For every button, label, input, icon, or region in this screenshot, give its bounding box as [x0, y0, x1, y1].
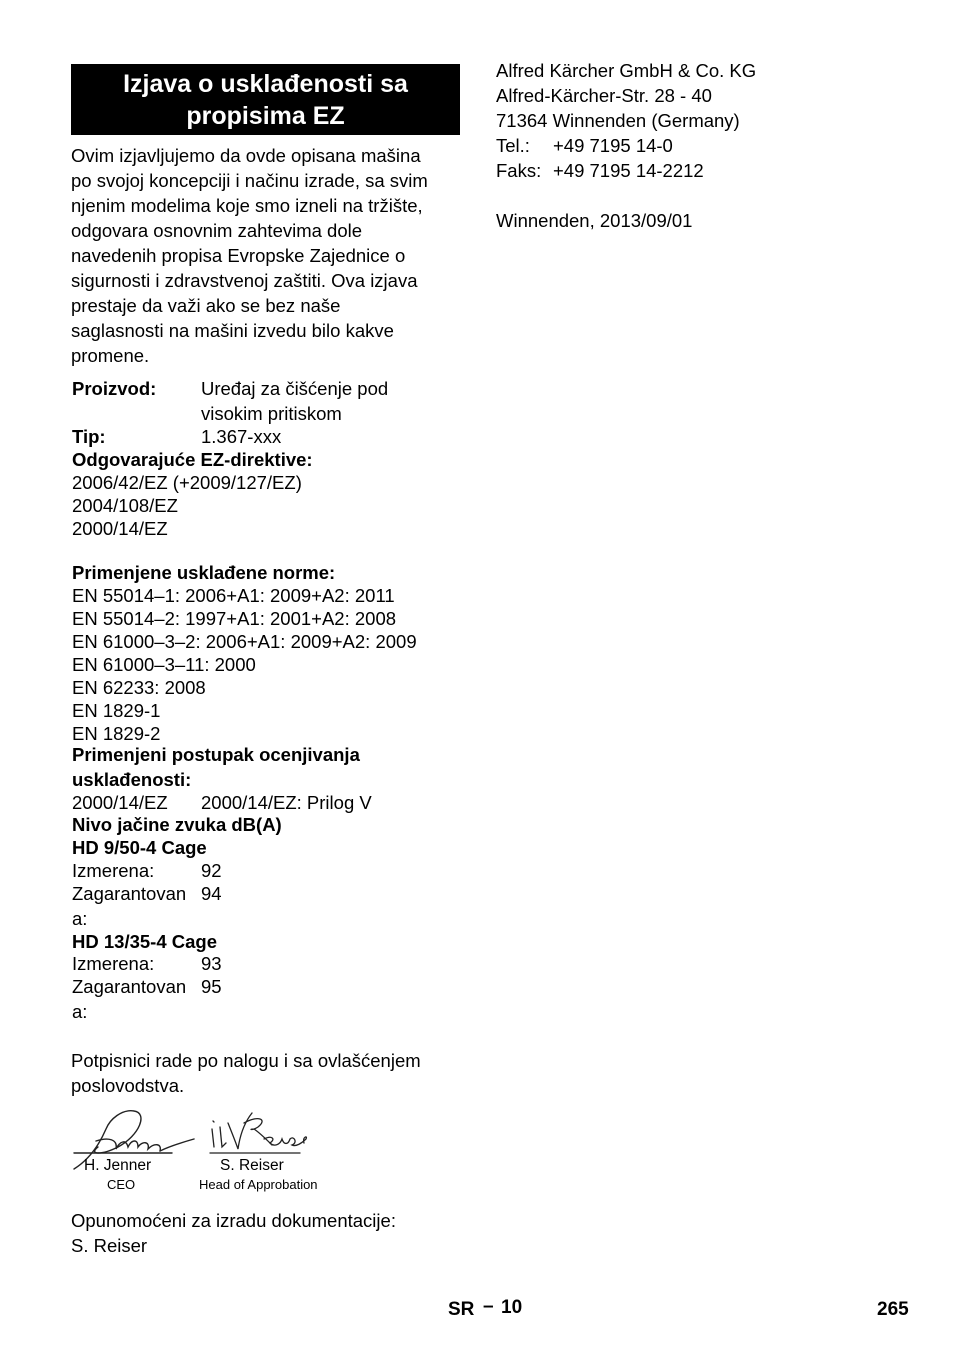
- company-address: [496, 58, 756, 183]
- measured-label: Izmerena:: [72, 860, 155, 881]
- measured-label: Izmerena:: [72, 953, 155, 974]
- footer-section-page: 10: [501, 1297, 523, 1318]
- directive-item: 2004/108/EZ: [72, 495, 178, 516]
- signatory-name-reiser: S. Reiser: [220, 1157, 284, 1174]
- norms-section: [72, 561, 417, 745]
- norm-item: EN 62233: 2008: [72, 677, 206, 698]
- guaranteed-label: Zagarantovan: [72, 976, 187, 997]
- signatories-text: [71, 1048, 421, 1098]
- intro-line: po svojoj koncepciji i načinu izrade, sa svim: [71, 170, 428, 191]
- footer-language: SR: [448, 1299, 475, 1320]
- norm-item: EN 61000–3–2: 2006+A1: 2009+A2: 2009: [72, 631, 417, 652]
- model-name: HD 13/35-4 Cage: [72, 931, 217, 952]
- measured-value: 92: [201, 860, 222, 881]
- guaranteed-value: 94: [201, 883, 222, 904]
- documentation-line: Opunomoćeni za izradu dokumentacije:: [71, 1210, 396, 1231]
- fax-label: Faks:: [496, 160, 542, 181]
- title-line-2: propisima EZ: [186, 101, 345, 130]
- fax-number: +49 7195 14-2212: [553, 160, 704, 181]
- company-line: 71364 Winnenden (Germany): [496, 110, 740, 131]
- sound-heading: Nivo jačine zvuka dB(A): [72, 814, 282, 835]
- footer-page-number: 265: [877, 1299, 909, 1320]
- product-value: [201, 376, 388, 426]
- guaranteed-label-suffix: a:: [72, 908, 88, 929]
- type-value: 1.367-xxx: [201, 426, 282, 447]
- product-label: Proizvod:: [72, 378, 157, 399]
- norms-heading: Primenjene usklađene norme:: [72, 562, 336, 583]
- place-date: Winnenden, 2013/09/01: [496, 210, 693, 231]
- norm-item: EN 55014–2: 1997+A1: 2001+A2: 2008: [72, 608, 397, 629]
- conformity-heading-line-1: Primenjeni postupak ocenjivanja: [72, 744, 360, 765]
- norm-item: EN 61000–3–11: 2000: [72, 654, 256, 675]
- directive-item: 2000/14/EZ: [72, 518, 168, 539]
- company-line: Alfred Kärcher GmbH & Co. KG: [496, 60, 757, 81]
- signatory-role-jenner: CEO: [107, 1177, 136, 1192]
- company-line: Alfred-Kärcher-Str. 28 - 40: [496, 85, 712, 106]
- title-line-1: Izjava o usklađenosti sa: [123, 69, 408, 98]
- guaranteed-value: 95: [201, 976, 222, 997]
- type-label: Tip:: [72, 426, 106, 447]
- footer-dash: –: [483, 1296, 494, 1317]
- product-value-line: visokim pritiskom: [201, 403, 342, 424]
- company-tel: [496, 133, 756, 158]
- measured-value: 93: [201, 953, 222, 974]
- intro-line: prestaje da važi ako se bez naše: [71, 295, 341, 316]
- directive-item: 2006/42/EZ (+2009/127/EZ): [72, 472, 302, 493]
- directives-section: [72, 448, 313, 540]
- signatory-name-jenner: H. Jenner: [84, 1157, 152, 1174]
- norm-item: EN 55014–1: 2006+A1: 2009+A2: 2011: [72, 585, 395, 606]
- documentation-line: S. Reiser: [71, 1235, 148, 1256]
- model-name: HD 9/50-4 Cage: [72, 837, 207, 858]
- signatories-text-line: poslovodstva.: [71, 1075, 185, 1096]
- tel-number: +49 7195 14-0: [553, 135, 673, 156]
- documentation-authority: [71, 1208, 396, 1258]
- norm-item: EN 1829-1: [72, 700, 161, 721]
- signatory-role-reiser: Head of Approbation: [199, 1177, 318, 1192]
- directives-heading: Odgovarajuće EZ-direktive:: [72, 449, 313, 470]
- tel-label: Tel.:: [496, 135, 530, 156]
- signature-reiser: [210, 1113, 306, 1153]
- intro-line: navedenih propisa Evropske Zajednice o: [71, 245, 406, 266]
- intro-line: sigurnosti i zdravstvenoj zaštiti. Ova izjava: [71, 270, 418, 291]
- guaranteed-label-suffix: a:: [72, 1001, 88, 1022]
- intro-line: njenim modelima koje smo izneli na tržište,: [71, 195, 423, 216]
- intro-line: saglasnosti na mašini izvedu bilo kakve: [71, 320, 394, 341]
- declaration-title: [71, 64, 460, 135]
- intro-line: Ovim izjavljujemo da ovde opisana mašina: [71, 145, 421, 166]
- intro-paragraph: [71, 143, 471, 368]
- company-fax: [496, 158, 756, 183]
- norm-item: EN 1829-2: [72, 723, 161, 744]
- conformity-directive: 2000/14/EZ: [72, 792, 168, 813]
- conformity-annex: 2000/14/EZ: Prilog V: [201, 792, 372, 813]
- signatories-text-line: Potpisnici rade po nalogu i sa ovlašćenjem: [71, 1050, 421, 1071]
- product-value-line: Uređaj za čišćenje pod: [201, 378, 389, 399]
- conformity-heading-line-2: usklađenosti:: [72, 769, 192, 790]
- intro-line: promene.: [71, 345, 150, 366]
- intro-line: odgovara osnovnim zahtevima dole: [71, 220, 363, 241]
- guaranteed-label: Zagarantovan: [72, 883, 187, 904]
